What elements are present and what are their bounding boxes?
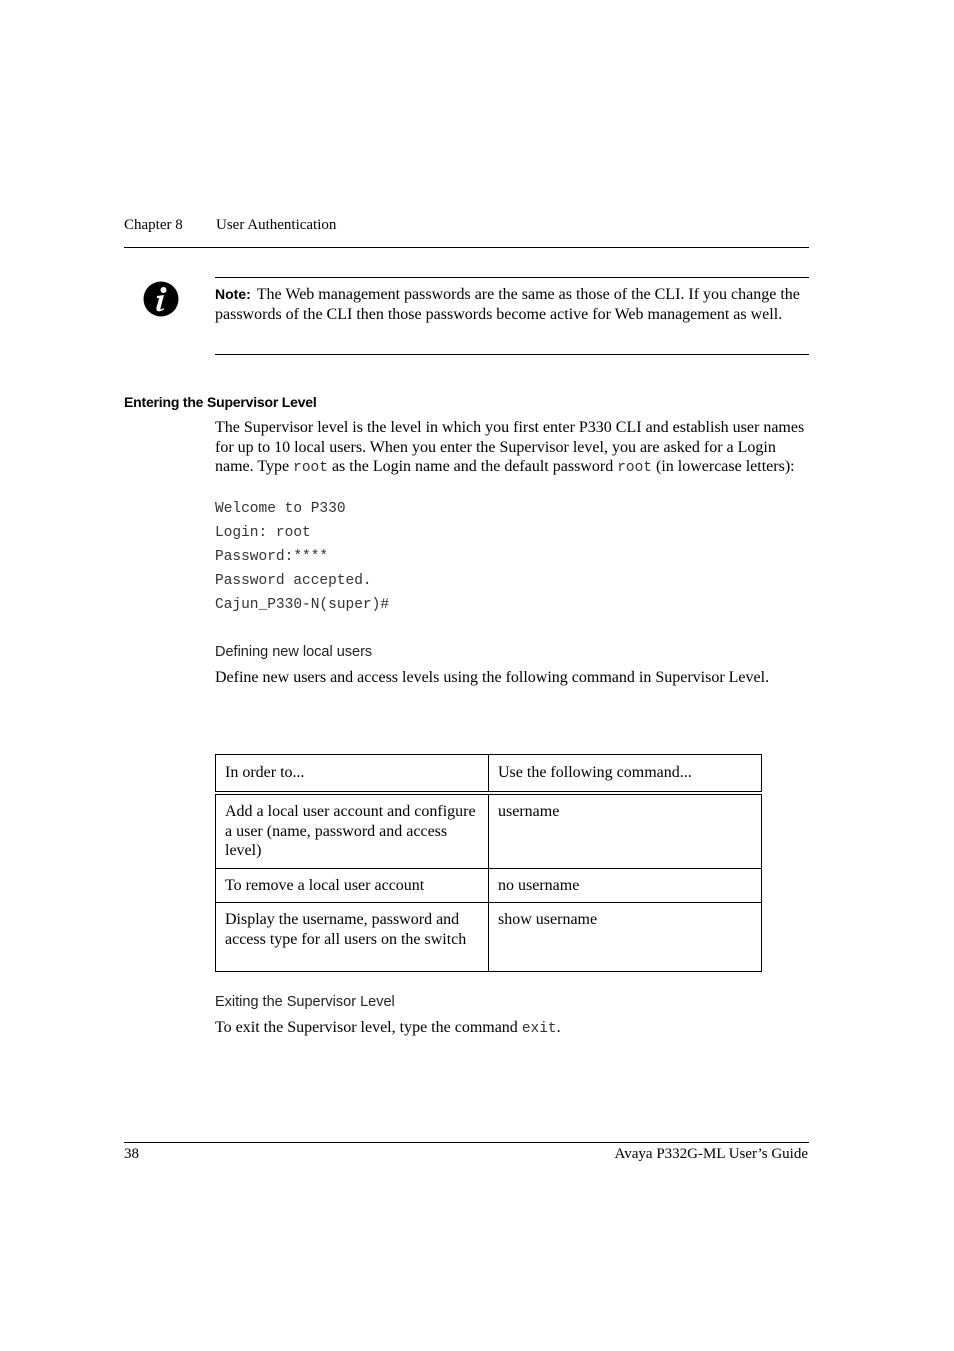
guide-title: Avaya P332G-ML User’s Guide [614, 1146, 808, 1162]
table-cell: show username [489, 903, 762, 972]
chapter-title: User Authentication [216, 217, 337, 233]
exit-paragraph [215, 1018, 561, 1040]
intro-text-1: The Supervisor level is the level in which you first enter P330 CLI and establish user names for up to 10 local users. When you enter the Supervisor level, you are asked for a Login name. Type [215, 419, 805, 475]
chapter-label: Chapter 8 [124, 217, 183, 233]
exit-code: exit [521, 1021, 557, 1037]
cli-line: Welcome to P330 [215, 501, 346, 517]
exit-text-2: . [556, 1019, 561, 1036]
table-cell: Display the username, password and access type for all users on the switch [216, 903, 489, 972]
footer-rule [124, 1142, 809, 1143]
note-bottom-rule [215, 354, 809, 355]
header-rule [124, 247, 809, 248]
cli-line: Login: root [215, 525, 311, 541]
note-label: Note: [215, 286, 251, 302]
subsection-heading: Exiting the Supervisor Level [215, 994, 395, 1010]
intro-text-2: as the Login name and the default password [331, 458, 614, 475]
intro-code-2: root [617, 460, 652, 476]
table-cell: Add a local user account and configure a user (name, password and access level) [216, 793, 489, 868]
table-header-cell: In order to... [216, 755, 489, 794]
note-body: The Web management passwords are the same as those of the CLI. If you change the passwords of the CLI then those passwords become active for Web management as well. [215, 286, 800, 323]
intro-code-1: root [293, 460, 328, 476]
note-top-rule [215, 277, 809, 278]
table-header-row [216, 755, 762, 794]
page-number: 38 [124, 1146, 139, 1162]
cli-line: Password:**** [215, 549, 329, 565]
exit-text-1: To exit the Supervisor level, type the command [215, 1019, 518, 1036]
define-paragraph: Define new users and access levels using the following command in Supervisor Level. [215, 669, 770, 686]
table-cell: To remove a local user account [216, 868, 489, 903]
table-row [216, 793, 762, 868]
intro-paragraph [215, 418, 809, 479]
table-header-cell: Use the following command... [489, 755, 762, 794]
cli-line: Cajun_P330-N(super)# [215, 597, 390, 613]
subsection-heading: Defining new local users [215, 644, 373, 660]
cli-line: Password accepted. [215, 573, 372, 589]
table-cell: no username [489, 868, 762, 903]
section-heading: Entering the Supervisor Level [124, 394, 317, 410]
command-table [215, 754, 762, 972]
note-text [215, 285, 809, 324]
info-icon [143, 281, 179, 317]
intro-text-3: (in lowercase letters): [656, 458, 795, 475]
table-row [216, 903, 762, 972]
table-cell: username [489, 793, 762, 868]
table-row [216, 868, 762, 903]
